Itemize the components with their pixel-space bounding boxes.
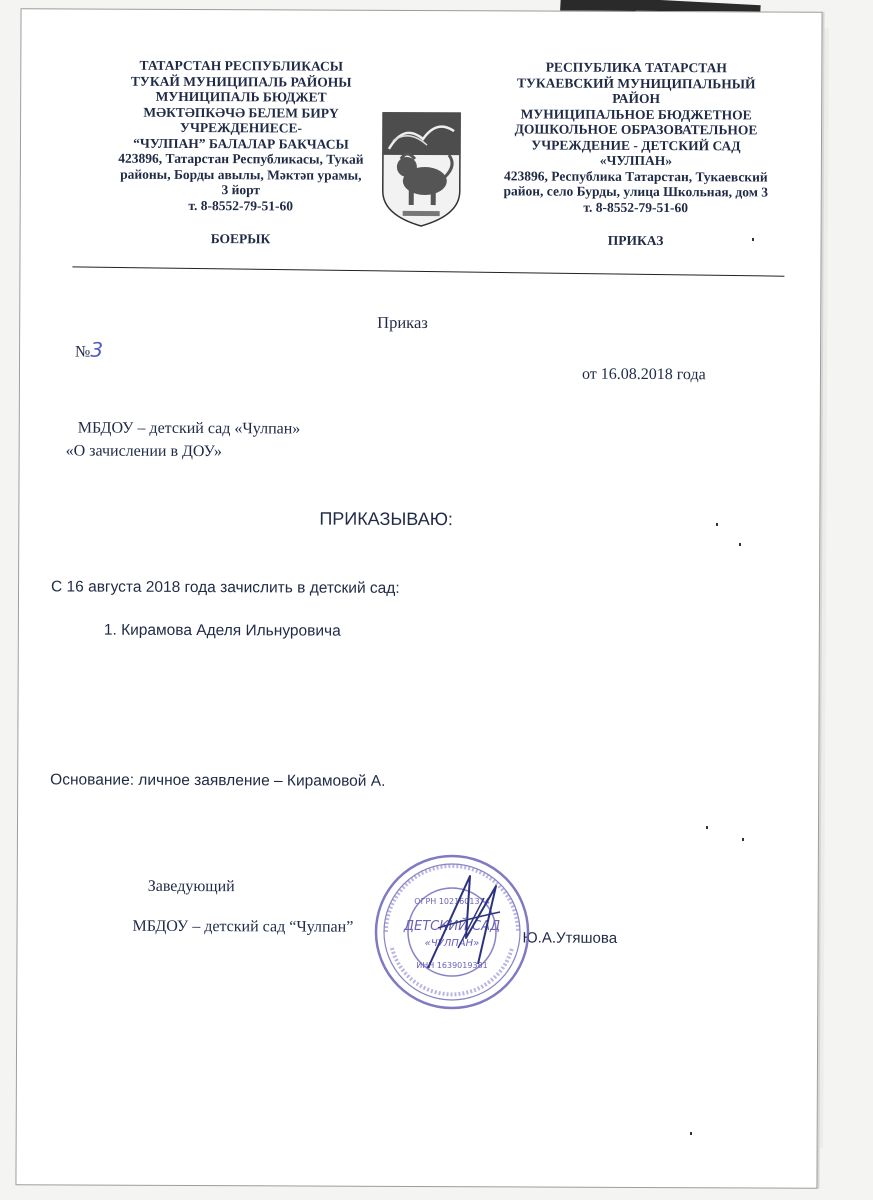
header-right (486, 59, 787, 249)
header-left (96, 58, 387, 248)
header-left-line: ТАТАРСТАН РЕСПУБЛИКАСЫ (139, 57, 344, 74)
scan-speck (739, 543, 741, 546)
header-right-line: ТУКАЕВСКИЙ МУНИЦИПАЛЬНЫЙ (516, 74, 756, 91)
header-right-line: 423896, Республика Татарстан, Тукаевский (503, 167, 768, 185)
signature-name: Ю.А.Утяшова (522, 929, 618, 947)
scan-speck (752, 238, 754, 241)
handwritten-signature (408, 868, 518, 978)
signature-position: Заведующий (147, 877, 235, 896)
basis-text: Основание: личное заявление – Кирамовой А. (50, 771, 386, 790)
header-left-line: 423896, Татарстан Республикасы, Тукай (118, 150, 364, 167)
header-right-line: РАЙОН (612, 90, 661, 107)
enroll-text: С 16 августа 2018 года зачислить в детский сад: (51, 578, 400, 597)
order-number (75, 337, 103, 361)
scan-speck (690, 1132, 692, 1135)
header-left-line: МУНИЦИПАЛЬ БЮДЖЕТ (155, 88, 327, 105)
order-organization: МБДОУ – детский сад «Чулпан» (77, 419, 301, 438)
stamp-center-text-2: «ЧУЛПАН» (424, 938, 480, 949)
header-right-line: т. 8-8552-79-51-60 (583, 199, 689, 215)
header-right-line: «ЧУЛПАН» (599, 152, 673, 169)
header-left-line: УЧРЕЖДЕНИЕСЕ- (180, 119, 303, 136)
stamp-center-text-1: ДЕТСКИЙ САД (403, 919, 501, 934)
header-right-line: РЕСПУБЛИКА ТАТАРСТАН (545, 59, 727, 76)
enroll-list-item: 1. Кирамова Аделя Ильнуровича (103, 621, 341, 640)
header-left-line: 3 йорт (221, 182, 261, 198)
header-right-line: район, село Бурды, улица Школьная, дом 3 (503, 183, 769, 200)
header-left-doc-type: БОЕРЫК (210, 231, 271, 247)
coat-of-arms-emblem (379, 109, 465, 229)
header-left-line: МӘКТӘПКӘЧӘ БЕЛЕМ БИРҮ (143, 104, 339, 121)
header-left-line: районы, Борды авылы, Мәктәп урамы, (120, 166, 362, 183)
header-left-line: ТУКАЙ МУНИЦИПАЛЬ РАЙОНЫ (130, 73, 352, 90)
order-subject: «О зачислении в ДОУ» (65, 442, 222, 461)
order-number-value: 3 (90, 337, 104, 362)
order-title: Приказ (377, 312, 428, 333)
header-left-line: т. 8-8552-79-51-60 (188, 197, 294, 213)
order-number-label: № (75, 343, 91, 361)
order-command: ПРИКАЗЫВАЮ: (319, 508, 453, 530)
order-date: от 16.08.2018 года (581, 365, 706, 384)
header-right-line: ДОШКОЛЬНОЕ ОБРАЗОВАТЕЛЬНОЕ (514, 121, 758, 138)
stamp-inn: ИНН 1639019381 (416, 961, 488, 970)
header-divider (72, 266, 784, 276)
header-left-line: “ЧУЛПАН” БАЛАЛАР БАКЧАСЫ (133, 135, 349, 152)
scan-speck (742, 838, 744, 841)
header-right-line: УЧРЕЖДЕНИЕ - ДЕТСКИЙ САД (531, 136, 741, 153)
header-right-doc-type: ПРИКАЗ (607, 232, 664, 249)
header-right-line: МУНИЦИПАЛЬНОЕ БЮДЖЕТНОЕ (520, 105, 752, 122)
signature-organization: МБДОУ – детский сад “Чулпан” (132, 917, 354, 936)
scan-speck (716, 523, 718, 526)
scan-speck (706, 826, 708, 829)
stamp-ogrn: ОГРН 1021601374 (414, 897, 490, 906)
